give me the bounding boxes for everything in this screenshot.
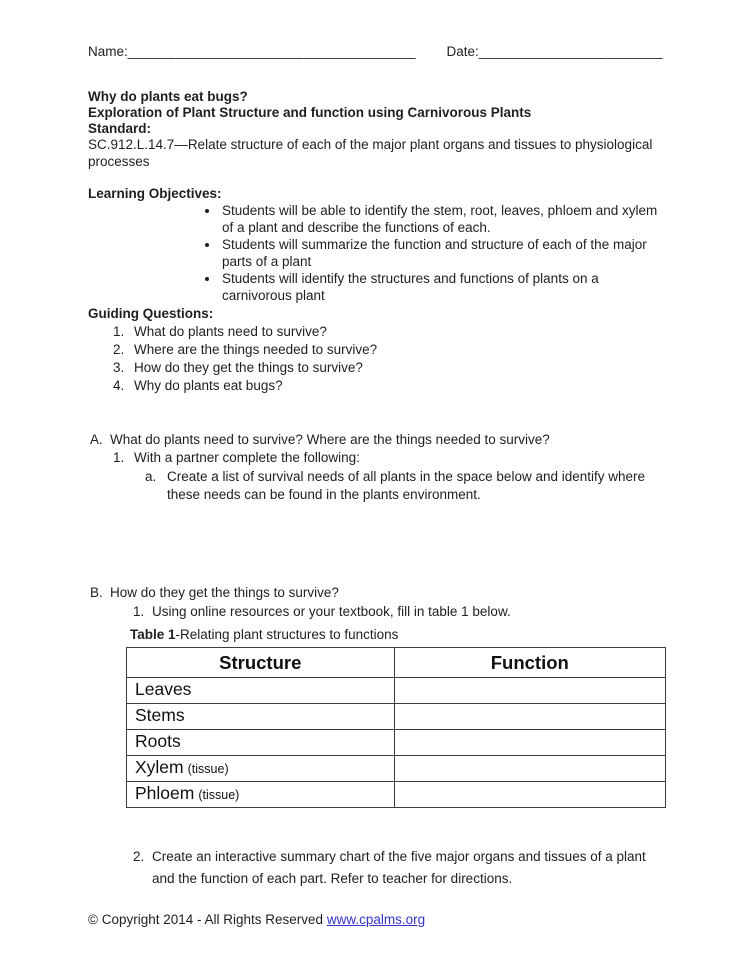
title-block: [88, 89, 663, 170]
list-letter: a.: [145, 468, 157, 484]
item-text: Using online resources or your textbook, fill in table 1 below.: [152, 603, 511, 619]
guiding-question: [88, 359, 663, 377]
table-caption-label: Table 1: [130, 626, 176, 642]
objectives-heading: Learning Objectives:: [88, 185, 222, 201]
list-number: 1.: [113, 449, 125, 465]
table-row: [127, 729, 666, 755]
function-cell: [394, 781, 665, 807]
section-a: [88, 431, 663, 504]
section-letter: A.: [90, 431, 103, 447]
item-text: Create an interactive summary chart of the five major organs and tissues of a plant and the function of each part. Refer to teacher for directions.: [152, 848, 646, 886]
section-a-heading-row: [88, 431, 663, 449]
structure-cell: [127, 755, 395, 781]
name-label: Name:: [88, 44, 128, 59]
section-b-heading-row: [88, 584, 663, 602]
objective-item: • Students will be able to identify the stem, root, leaves, phloem and xylem of a plant and describe the functions of each.: [220, 202, 663, 236]
name-blank-line: ____________________________________: [127, 44, 417, 59]
table-row: [127, 677, 666, 703]
structure-cell: [127, 781, 395, 807]
item-text: With a partner complete the following:: [134, 449, 360, 465]
standard-label: Standard:: [88, 121, 152, 137]
guiding-questions-heading: Guiding Questions:: [88, 306, 214, 322]
section-b-heading: How do they get the things to survive?: [110, 584, 339, 600]
structure-suffix: (tissue): [198, 788, 240, 803]
list-number: 3.: [113, 359, 125, 375]
structure-cell: [127, 729, 395, 755]
function-column-header: Function: [394, 647, 665, 677]
structure-label: Xylem: [135, 757, 184, 778]
table-row: [127, 703, 666, 729]
item-text: Create a list of survival needs of all plants in the space below and identify where these needs can be found in the plants environment.: [167, 468, 646, 502]
table-caption-text: -Relating plant structures to functions: [175, 626, 399, 642]
function-cell: [394, 677, 665, 703]
question-text: What do plants need to survive?: [134, 323, 327, 339]
date-label: Date:: [446, 44, 479, 59]
function-cell: [394, 703, 665, 729]
doc-title: Why do plants eat bugs?: [88, 88, 248, 104]
cpalms-link[interactable]: www.cpalms.org: [326, 911, 426, 927]
list-number: 2.: [133, 848, 145, 864]
table-header-row: [127, 647, 666, 677]
copyright-footer: [88, 912, 663, 929]
question-text: Why do plants eat bugs?: [134, 377, 283, 393]
structure-suffix: (tissue): [187, 762, 229, 777]
section-a-item-1a: [88, 468, 663, 504]
structure-function-table: [126, 647, 666, 808]
date-field: [447, 44, 663, 61]
list-number: 1.: [133, 603, 145, 619]
function-cell: [394, 729, 665, 755]
structure-cell: [127, 677, 395, 703]
list-number: 4.: [113, 377, 125, 393]
table-row: [127, 755, 666, 781]
list-number: 1.: [113, 323, 125, 339]
structure-column-header: Structure: [127, 647, 395, 677]
section-a-heading: What do plants need to survive? Where are the things needed to survive?: [110, 431, 550, 447]
table-caption: [130, 626, 663, 643]
standard-text: SC.912.L.14.7—Relate structure of each of the major plant organs and tissues to physiological processes: [88, 137, 653, 169]
structure-label: Roots: [135, 731, 181, 752]
structure-label: Phloem: [135, 783, 195, 804]
objective-item: • Students will summarize the function and structure of each of the major parts of a plant: [220, 236, 663, 270]
guiding-question: [88, 323, 663, 341]
objectives-list: [88, 202, 663, 304]
function-cell: [394, 755, 665, 781]
name-date-header: [88, 44, 663, 61]
structure-label: Stems: [135, 705, 185, 726]
question-text: Where are the things needed to survive?: [134, 341, 378, 357]
section-b-item-1: [88, 603, 663, 621]
guiding-questions-list: [88, 323, 663, 395]
objective-item: • Students will identify the structures and functions of plants on a carnivorous plant: [220, 270, 663, 304]
answer-space: [88, 504, 663, 584]
doc-subtitle: Exploration of Plant Structure and function using Carnivorous Plants: [88, 104, 532, 120]
structure-label: Leaves: [135, 679, 192, 700]
list-number: 2.: [113, 341, 125, 357]
name-field: [88, 44, 416, 61]
guiding-question: [88, 341, 663, 359]
copyright-text: © Copyright 2014 - All Rights Reserved: [88, 911, 324, 927]
section-b: [88, 584, 663, 890]
structure-cell: [127, 703, 395, 729]
section-a-item-1: [88, 449, 663, 467]
section-letter: B.: [90, 584, 103, 600]
guiding-question: [88, 377, 663, 395]
date-blank-line: _______________________: [478, 44, 663, 59]
question-text: How do they get the things to survive?: [134, 359, 363, 375]
table-row: [127, 781, 666, 807]
section-b-item-2: [88, 846, 663, 890]
